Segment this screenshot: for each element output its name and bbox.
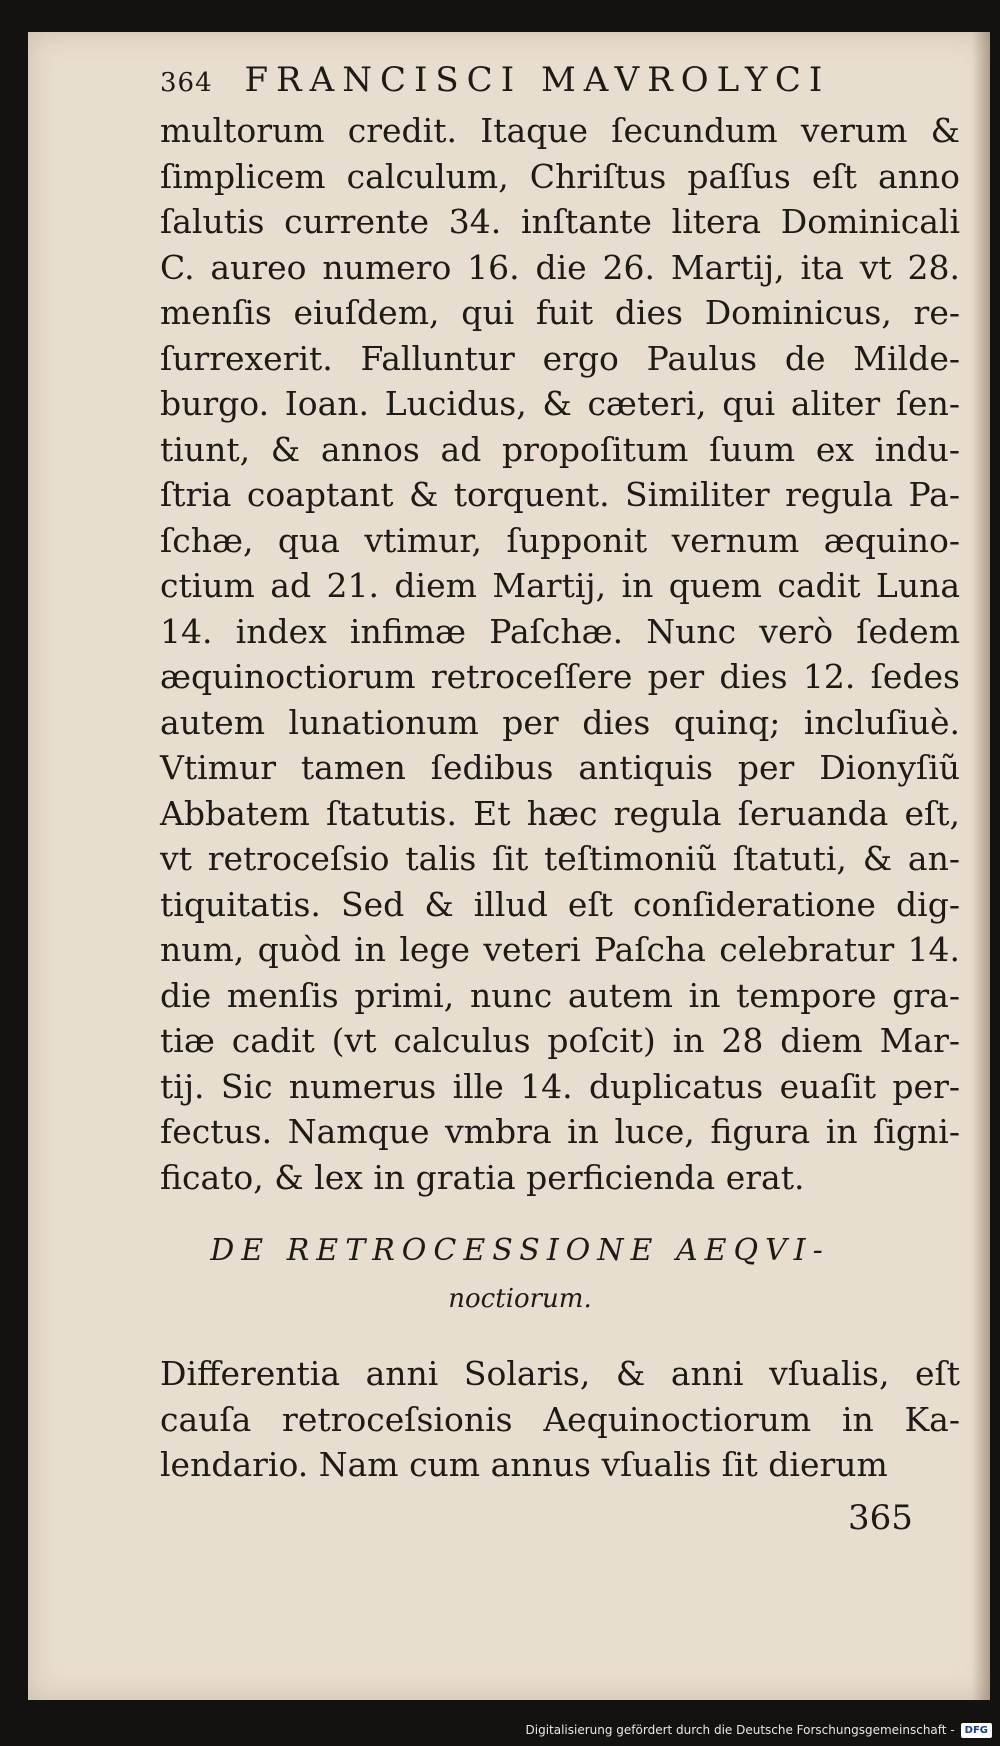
text-line: ſalutis currente 34. inſtante litera Dominicali	[160, 202, 960, 241]
text-line: ſtria coaptant & torquent. Similiter regula Pa-	[160, 475, 960, 514]
text-line: num, quòd in lege veteri Paſcha celebratur 14.	[160, 930, 960, 969]
text-line: ſimplicem calculum, Chriſtus paſſus eſt anno	[160, 156, 960, 196]
text-line: Differentia anni Solaris, & anni vſualis, eſt	[160, 1354, 960, 1393]
paragraph-1	[160, 108, 960, 1200]
text-line: vt retroceſsio talis ſit teſtimoniũ ſtatuti, & an-	[160, 839, 960, 878]
text-line: ficato, & lex in gratia perficienda erat.	[160, 1157, 805, 1197]
text-line: tiæ cadit (vt calculus poſcit) in 28 diem Mar-	[160, 1021, 960, 1060]
text-line: 14. index infimæ Paſchæ. Nunc verò ſedem	[160, 611, 960, 651]
text-line: C. aureo numero 16. die 26. Martij, ita vt 28.	[160, 247, 960, 287]
text-line: ſurrexerit. Falluntur ergo Paulus de Milde-	[160, 338, 960, 378]
text-line: Vtimur tamen ſedibus antiquis per Dionyſiũ	[160, 748, 960, 787]
paragraph-2	[160, 1350, 960, 1487]
text-line: cauſa retroceſsionis Aequinoctiorum in Ka-	[160, 1399, 960, 1439]
catchword: 365	[848, 1498, 913, 1538]
text-line: Abbatem ſtatutis. Et hæc regula ſeruanda eſt,	[160, 793, 960, 833]
text-line: menſis eiuſdem, qui fuit dies Dominicus, re-	[160, 293, 960, 332]
footer-credit	[526, 1718, 993, 1742]
text-line: ctium ad 21. diem Martij, in quem cadit Luna	[160, 566, 960, 605]
text-line: æquinoctiorum retroceſſere per dies 12. ſedes	[160, 657, 960, 696]
page-edge-shadow	[972, 32, 990, 1700]
text-line: tij. Sic numerus ille 14. duplicatus euaſit per-	[160, 1066, 960, 1106]
section-heading-line-2: noctiorum.	[448, 1284, 592, 1314]
book-page	[28, 32, 990, 1700]
funding-credit-text: Digitalisierung gefördert durch die Deutsche Forschungsgemeinschaft -	[525, 1723, 955, 1737]
text-line: fectus. Namque vmbra in luce, figura in ſigni-	[160, 1112, 960, 1151]
page-number: 364	[160, 68, 213, 98]
text-line: burgo. Ioan. Lucidus, & cæteri, qui aliter ſen-	[160, 384, 960, 423]
text-line: multorum credit. Itaque ſecundum verum &	[160, 111, 960, 150]
dfg-logo-icon: DFG	[961, 1723, 992, 1738]
running-title: FRANCISCI MAVROLYCI	[244, 60, 831, 100]
text-line: tiunt, & annos ad propoſitum ſuum ex indu-	[160, 429, 960, 469]
text-line: die menſis primi, nunc autem in tempore gra-	[160, 975, 960, 1015]
text-line: ſchæ, qua vtimur, ſupponit vernum æquino-	[160, 520, 960, 560]
section-heading	[160, 1227, 880, 1323]
text-line: lendario. Nam cum annus vſualis ſit dierum	[160, 1445, 888, 1484]
section-heading-line-1: DE RETROCESSIONE AEQVI-	[210, 1233, 830, 1268]
text-line: tiquitatis. Sed & illud eſt conſideratione dig-	[160, 884, 960, 924]
text-line: autem lunationum per dies quinq; incluſiuè.	[160, 702, 960, 742]
running-head	[160, 60, 960, 100]
